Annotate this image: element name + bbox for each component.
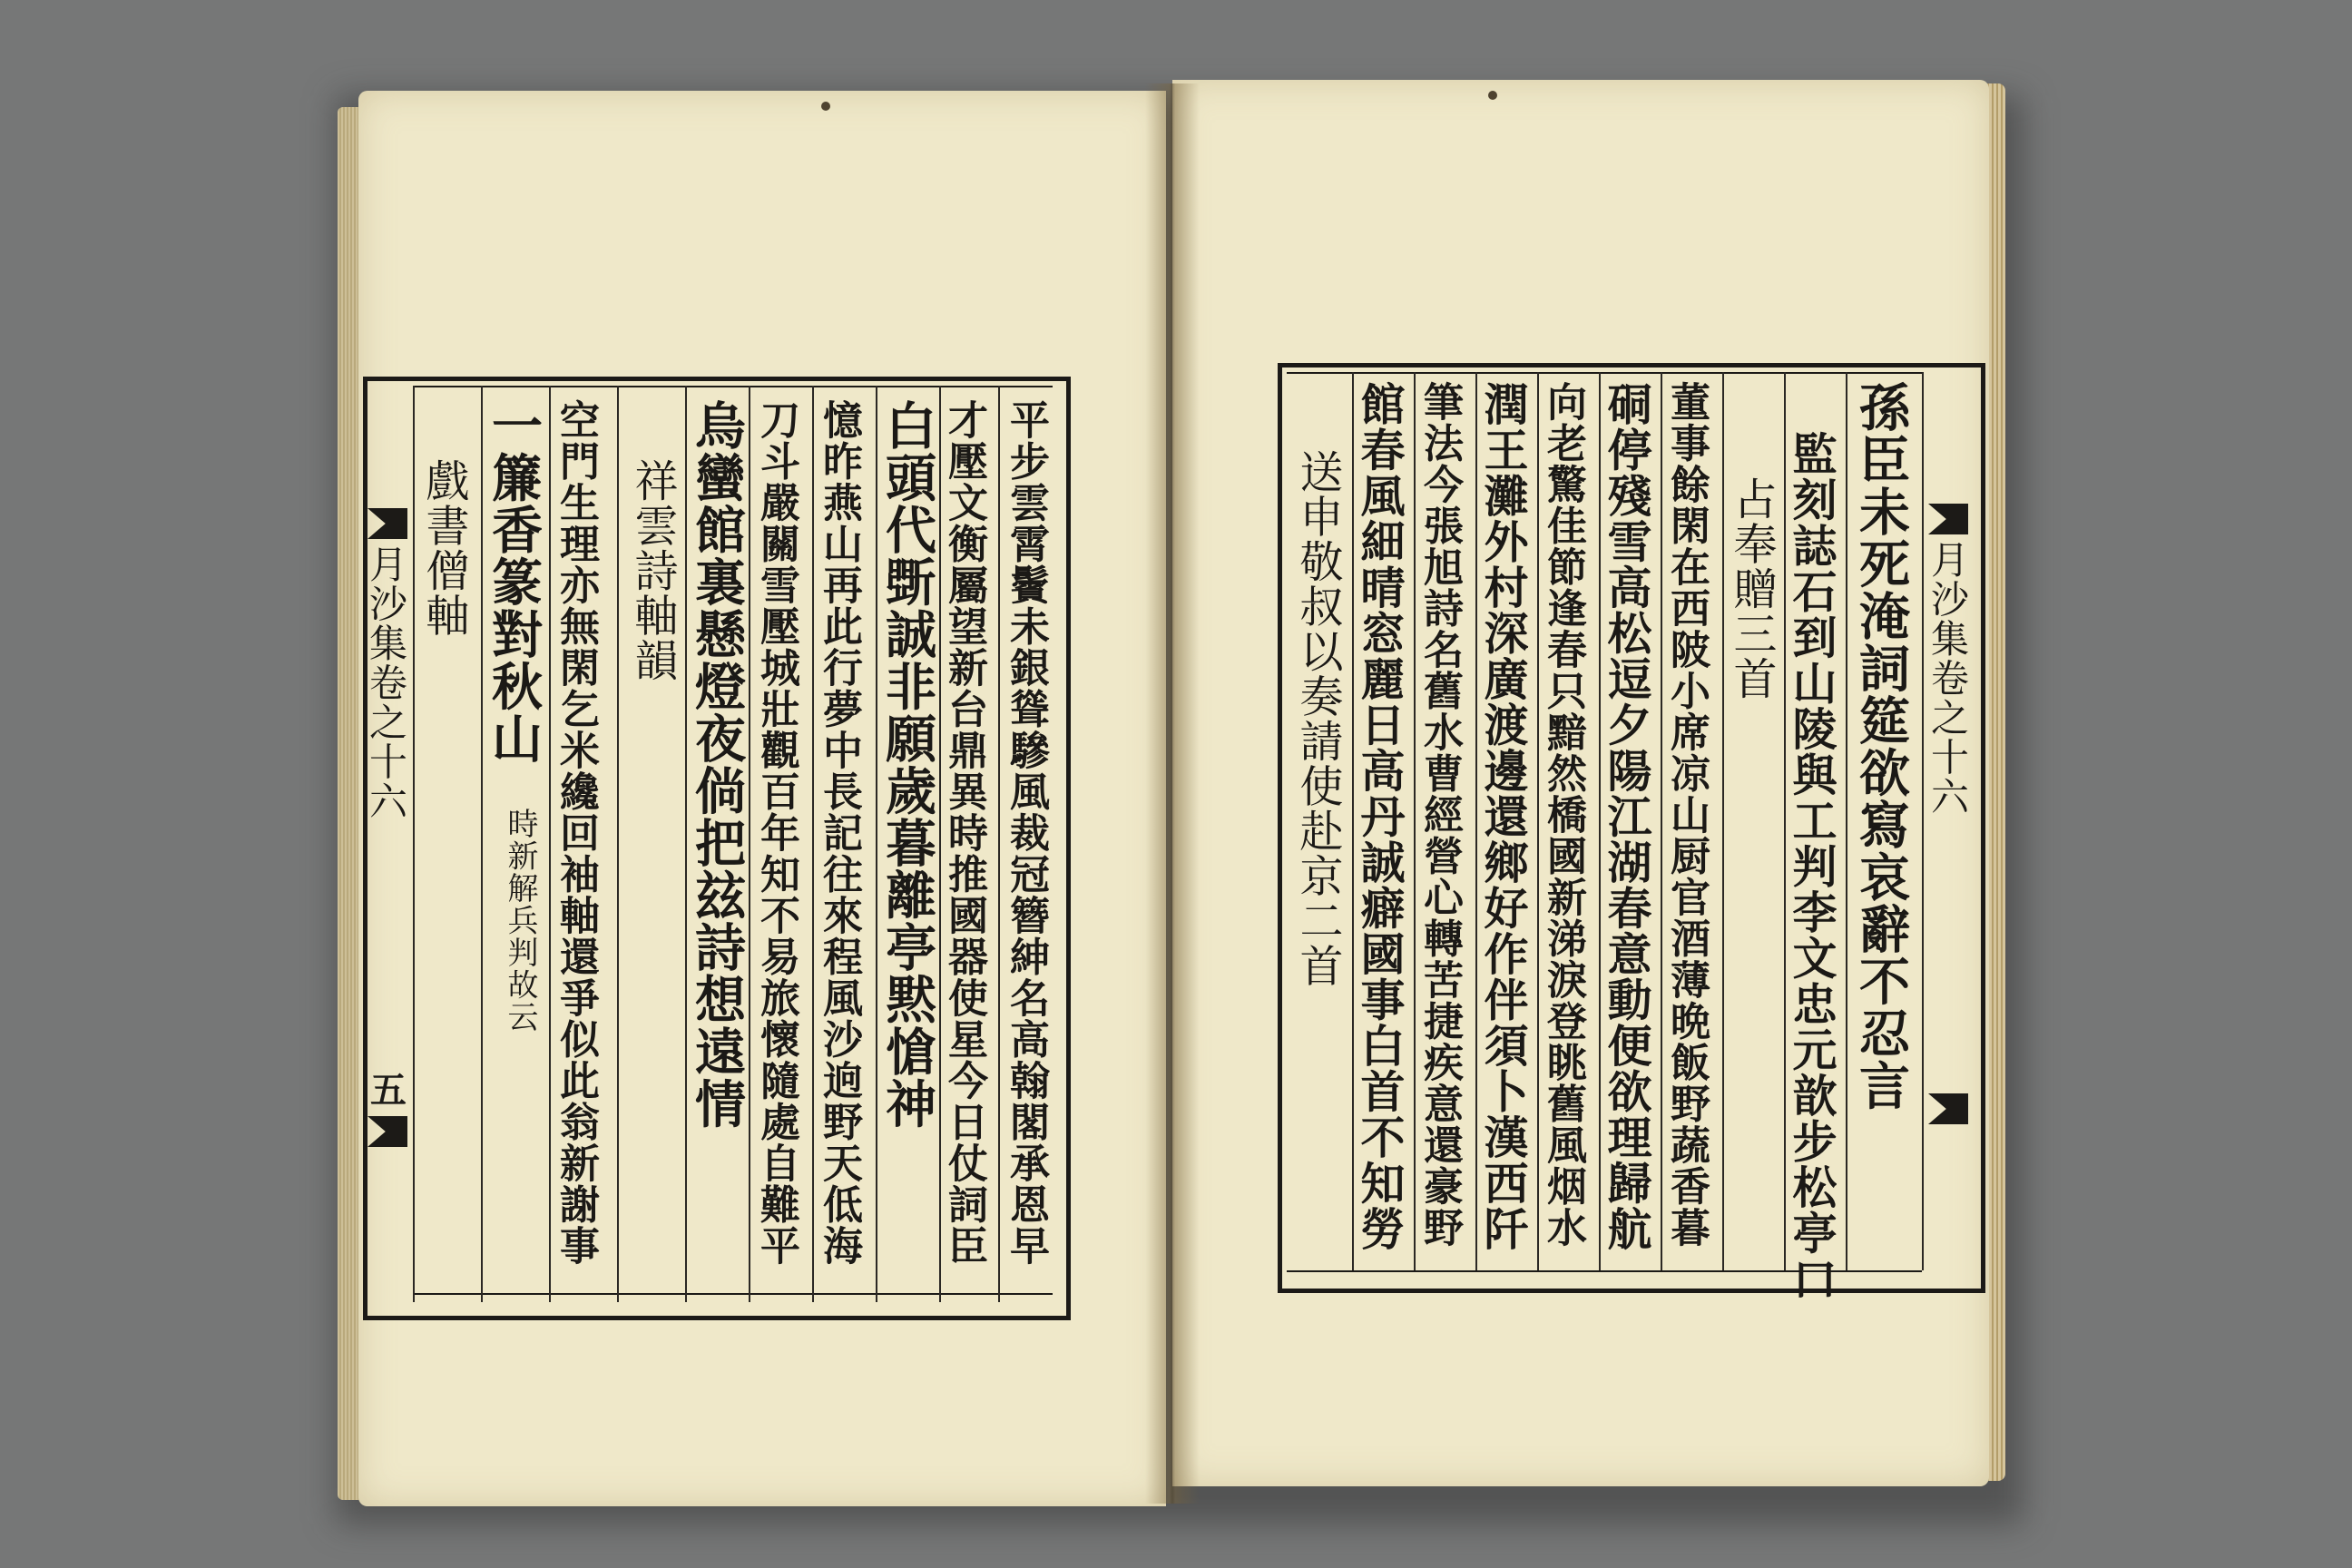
text-column: 刀斗嚴關雪壓城壯觀百年知不易旅懷隨處自難平: [753, 399, 799, 1267]
annotation-note: 時新解兵判故云: [502, 808, 538, 1034]
text-column: 孫臣未死淹詞筵欲寫哀辭不忍言: [1851, 381, 1911, 1112]
column-rule: [617, 386, 619, 1302]
column-rule: [812, 386, 814, 1302]
text-column: 憶昨燕山再此行夢中長記往來程風沙逈野天低海: [816, 399, 862, 1267]
column-rule: [549, 386, 551, 1302]
frame-inner-top: [1287, 372, 1922, 374]
right-center-title: 月沙集卷之十六: [1926, 540, 1970, 817]
column-rule: [1922, 372, 1924, 1270]
text-column: 向老驚佳節逢春只黯然橋國新涕淚登眺舊風烟水: [1540, 381, 1586, 1249]
frame-inner-bottom: [413, 1293, 1053, 1295]
binding-hole: [821, 102, 830, 111]
left-center-title: 月沙集卷之十六: [364, 544, 408, 821]
page-number: 五: [370, 1069, 407, 1112]
column-rule: [1414, 372, 1416, 1270]
text-column: 潤王灘外村深廣渡邊還鄉好作伴須卜漢西阡: [1477, 381, 1530, 1252]
text-column: 硐停殘雪高松逗夕陽江湖春意動便欲理歸航: [1601, 381, 1653, 1252]
poem-title: 送申敬叔以奏請使赴京二首: [1292, 449, 1343, 988]
binding-hole: [1488, 91, 1497, 100]
column-rule: [1537, 372, 1539, 1270]
frame-inner-top: [413, 386, 1053, 387]
text-column: 烏蠻館裏懸燈夜倘把玆詩想遠情: [687, 399, 747, 1130]
text-column: 空門生理亦無閑乞米纔回袖軸還爭似此翁新謝事: [553, 399, 599, 1267]
text-column: 監刻誌石到山陵與工判李文忠元歆步松亭口: [1786, 431, 1838, 1302]
text-column: 筆法今張旭詩名舊水曹經營心轉苦捷疾意還豪野: [1416, 381, 1463, 1249]
poem-title: 戲書僧軸: [418, 458, 469, 638]
text-column: 才壓文衡屬望新台鼎異時推國器使星今日仗詞臣: [941, 399, 987, 1267]
text-column: 白頭代斲誠非願歲暮離亭黙愴神: [877, 399, 937, 1130]
text-column: 平步雲霄鬢未銀聳驂風裁冠簪紳名高翰閣承恩早: [1003, 399, 1049, 1267]
text-column: 館春風細晴窓麗日高丹誠癖國事白首不知勞: [1354, 381, 1406, 1252]
column-rule: [481, 386, 483, 1302]
column-rule: [1846, 372, 1847, 1270]
column-rule: [998, 386, 1000, 1302]
text-column: 董事餘閑在西陂小席凉山厨官酒薄晩飯野蔬香暮: [1663, 381, 1710, 1249]
text-column: 一簾香篆對秋山: [484, 399, 544, 765]
column-rule: [413, 386, 415, 1302]
column-rule: [749, 386, 750, 1302]
column-rule: [1722, 372, 1724, 1270]
book-gutter: [1145, 83, 1200, 1504]
column-rule: [1661, 372, 1662, 1270]
poem-title: 祥雲詩軸韻: [627, 458, 678, 683]
poem-title: 占奉贈三首: [1726, 476, 1777, 701]
